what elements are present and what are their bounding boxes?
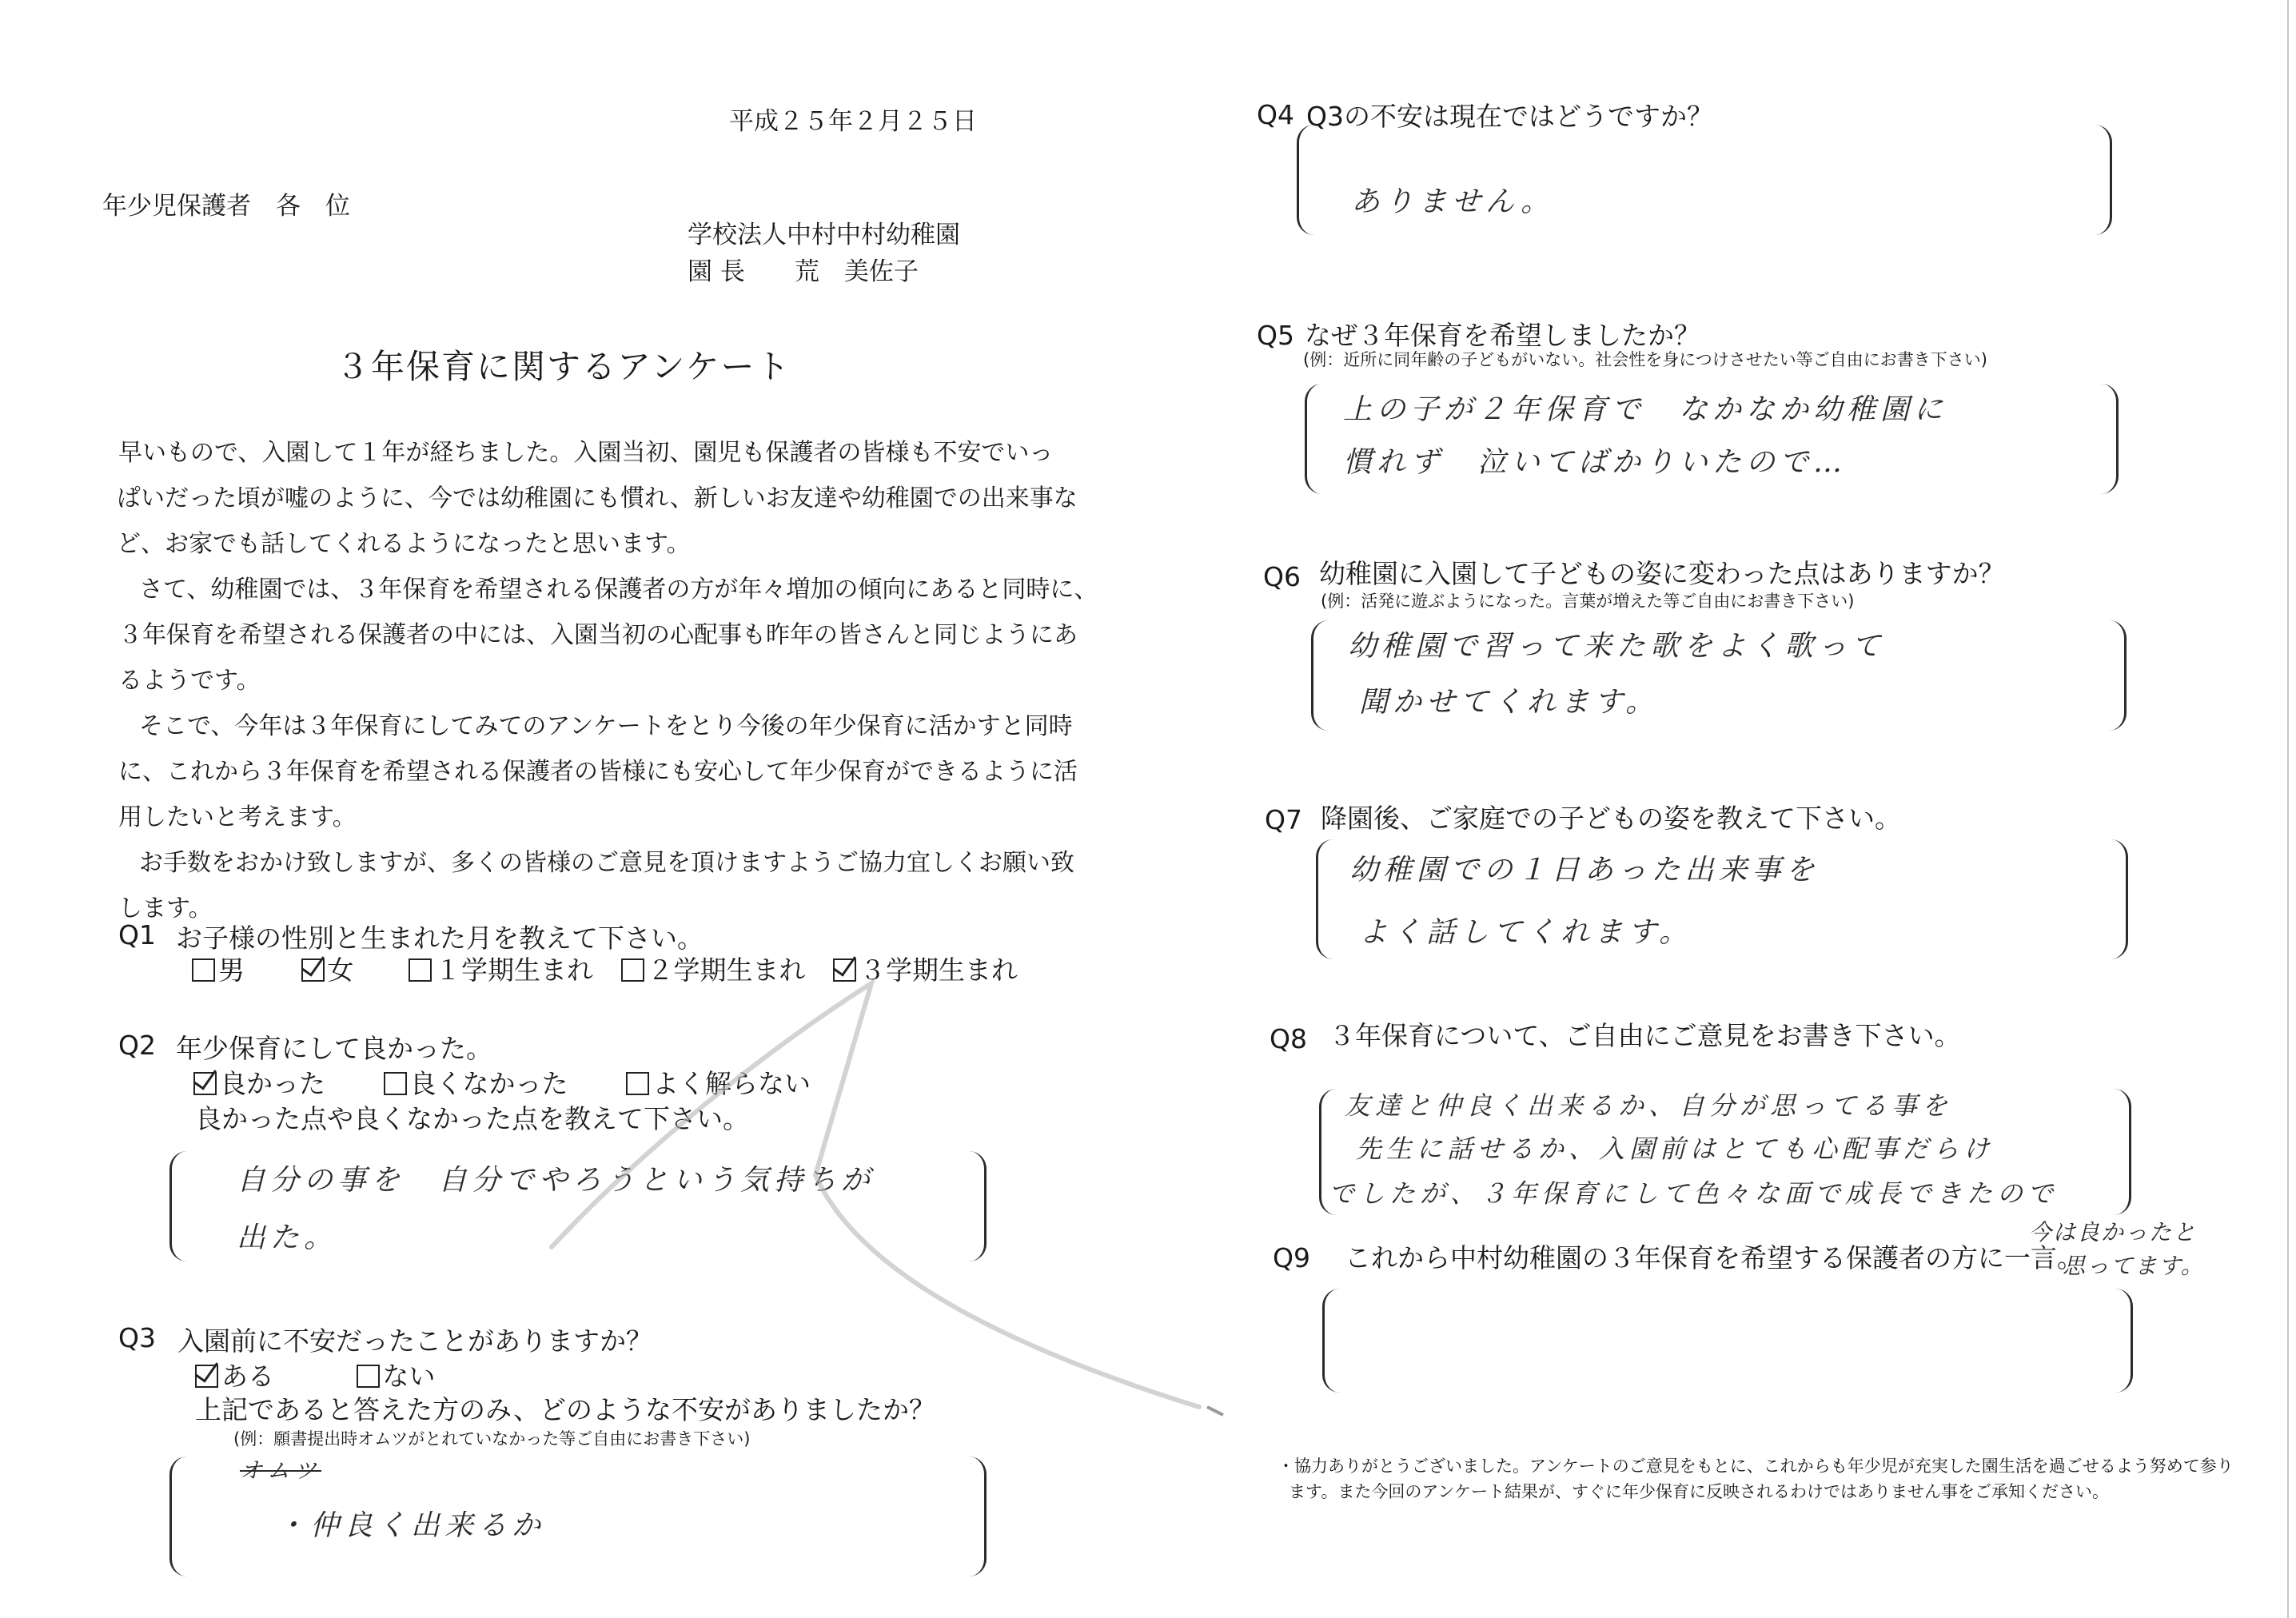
q7-answer-line: 幼稚園での１日あった出来事を [1349, 854, 1820, 887]
q3-number: Q3 [118, 1322, 156, 1353]
q5-example: (例：近所に同年齢の子どもがいない。社会性を身につけさせたい等ご自由にお書き下さい) [1303, 350, 1987, 369]
q3-subquestion: 上記であると答えた方のみ、どのような不安がありましたか？ [195, 1394, 935, 1425]
q2-answer-line: 自分の事を 自分でやろうという気持ちが [237, 1164, 875, 1197]
recipient: 年少児保護者 各 位 [102, 192, 350, 221]
q5-question: なぜ３年保育を希望しましたか？ [1305, 320, 1700, 351]
intro-line: ぱいだった頃が嘘のように、今では幼稚園にも慣れ、新しいお友達や幼稚園での出来事な [117, 484, 1078, 512]
q4-question: Q3の不安は現在ではどうですか？ [1306, 101, 1713, 132]
q8-question: ３年保育について、ご自由にご意見をお書き下さい。 [1329, 1020, 1961, 1051]
q7-number: Q7 [1265, 804, 1302, 835]
q6-number: Q6 [1263, 561, 1301, 592]
q1-option-female[interactable]: 女 [301, 950, 354, 987]
q5-number: Q5 [1257, 320, 1294, 351]
q3-struck-answer: オムツ [240, 1457, 322, 1484]
q1-option-term3[interactable]: ３学期生まれ [833, 950, 1018, 987]
q8-answer-line: 先生に話せるか、入園前はとても心配事だらけ [1356, 1134, 1995, 1164]
q7-question: 降園後、ご家庭での子どもの姿を教えて下さい。 [1321, 803, 1901, 834]
intro-line: に、これから３年保育を希望される保護者の皆様にも安心して年少保育ができるように活 [118, 758, 1078, 786]
q9-question: これから中村幼稚園の３年保育を希望する保護者の方に一言。 [1345, 1242, 2083, 1273]
footer-note: ます。また今回のアンケート結果が、すぐに年少保育に反映されるわけではありません事をご承知ください。 [1289, 1482, 2110, 1501]
intro-line: そこで、今年は３年保育にしてみてのアンケートをとり今後の年少保育に活かすと同時 [139, 712, 1073, 740]
intro-line: さて、幼稚園では、３年保育を希望される保護者の方が年々増加の傾向にあると同時に、 [139, 576, 1098, 604]
q2-question: 年少保育にして良かった。 [176, 1033, 492, 1064]
q1-number: Q1 [118, 919, 156, 950]
q2-option-good[interactable]: 良かった [193, 1063, 325, 1101]
footer-note: ・協力ありがとうございました。アンケートのご意見をもとに、これからも年少児が充実した園生活を過ごせるよう努めて参り [1278, 1457, 2234, 1476]
q3-answer-line: ・仲良く出来るか [277, 1509, 546, 1542]
q2-answer-line: 出た。 [237, 1221, 338, 1254]
q5-answer-line: 上の子が２年保育で なかなか幼稚園に [1343, 393, 1948, 426]
q3-example: (例：願書提出時オムツがとれていなかった等ご自由にお書き下さい) [233, 1429, 751, 1449]
q1-option-term2[interactable]: ２学期生まれ [621, 950, 806, 987]
q2-option-unsure[interactable]: よく解らない [626, 1063, 811, 1101]
q8-answer-line: 友達と仲良く出来るか、自分が思ってる事を [1345, 1090, 1953, 1121]
sender-school: 学校法人中村中村幼稚園 [688, 221, 960, 249]
q4-answer: ありません。 [1351, 185, 1555, 218]
q2-option-not-good[interactable]: 良くなかった [384, 1063, 568, 1101]
intro-line: お手数をおかけ致しますが、多くの皆様のご意見を頂けますようご協力宜しくお願い致 [139, 849, 1074, 877]
q6-answer-line: 聞かせてくれます。 [1359, 686, 1660, 719]
intro-line: します。 [118, 895, 213, 923]
q9-number: Q9 [1273, 1242, 1310, 1273]
q7-answer-line: よく話してくれます。 [1359, 916, 1693, 949]
q1-question: お子様の性別と生まれた月を教えて下さい。 [176, 923, 704, 954]
q2-subquestion: 良かった点や良くなかった点を教えて下さい。 [195, 1103, 749, 1134]
q1-option-term1[interactable]: １学期生まれ [409, 950, 593, 987]
q8-number: Q8 [1270, 1023, 1307, 1054]
q2-number: Q2 [118, 1030, 156, 1061]
q6-question: 幼稚園に入園して子どもの姿に変わった点はありますか？ [1319, 558, 2005, 589]
intro-line: 用したいと考えます。 [118, 803, 357, 831]
intro-line: 早いもので、入園して１年が経ちました。入園当初、園児も保護者の皆様も不安でいっ [118, 439, 1054, 467]
sender-principal: 園 長 荒 美佐子 [688, 257, 919, 286]
intro-line: ど、お家でも話してくれるようになったと思います。 [117, 530, 691, 558]
q1-option-male[interactable]: 男 [192, 950, 245, 987]
q8-answer-line: 思ってます。 [2063, 1253, 2205, 1279]
q6-example: (例：活発に遊ぶようになった。言葉が増えた等ご自由にお書き下さい) [1321, 592, 1855, 611]
q8-answer-line: 今は良かったと [2029, 1219, 2198, 1245]
q4-number: Q4 [1257, 99, 1294, 130]
q5-answer-line: 慣れず 泣いてばかりいたので… [1343, 446, 1848, 479]
q3-option-yes[interactable]: ある [195, 1356, 274, 1393]
q3-question: 入園前に不安だったことがありますか？ [177, 1325, 652, 1357]
q3-option-no[interactable]: ない [357, 1356, 436, 1393]
date: 平成２５年２月２５日 [729, 107, 977, 136]
q6-answer-line: 幼稚園で習って来た歌をよく歌って [1348, 630, 1886, 663]
page-title: ３年保育に関するアンケート [336, 347, 791, 386]
intro-line: るようです。 [118, 667, 261, 695]
intro-line: ３年保育を希望される保護者の中には、入園当初の心配事も昨年の皆さんと同じようにあ [118, 621, 1078, 649]
q8-answer-line: でしたが、３年保育にして色々な面で成長できたので [1329, 1178, 2059, 1209]
